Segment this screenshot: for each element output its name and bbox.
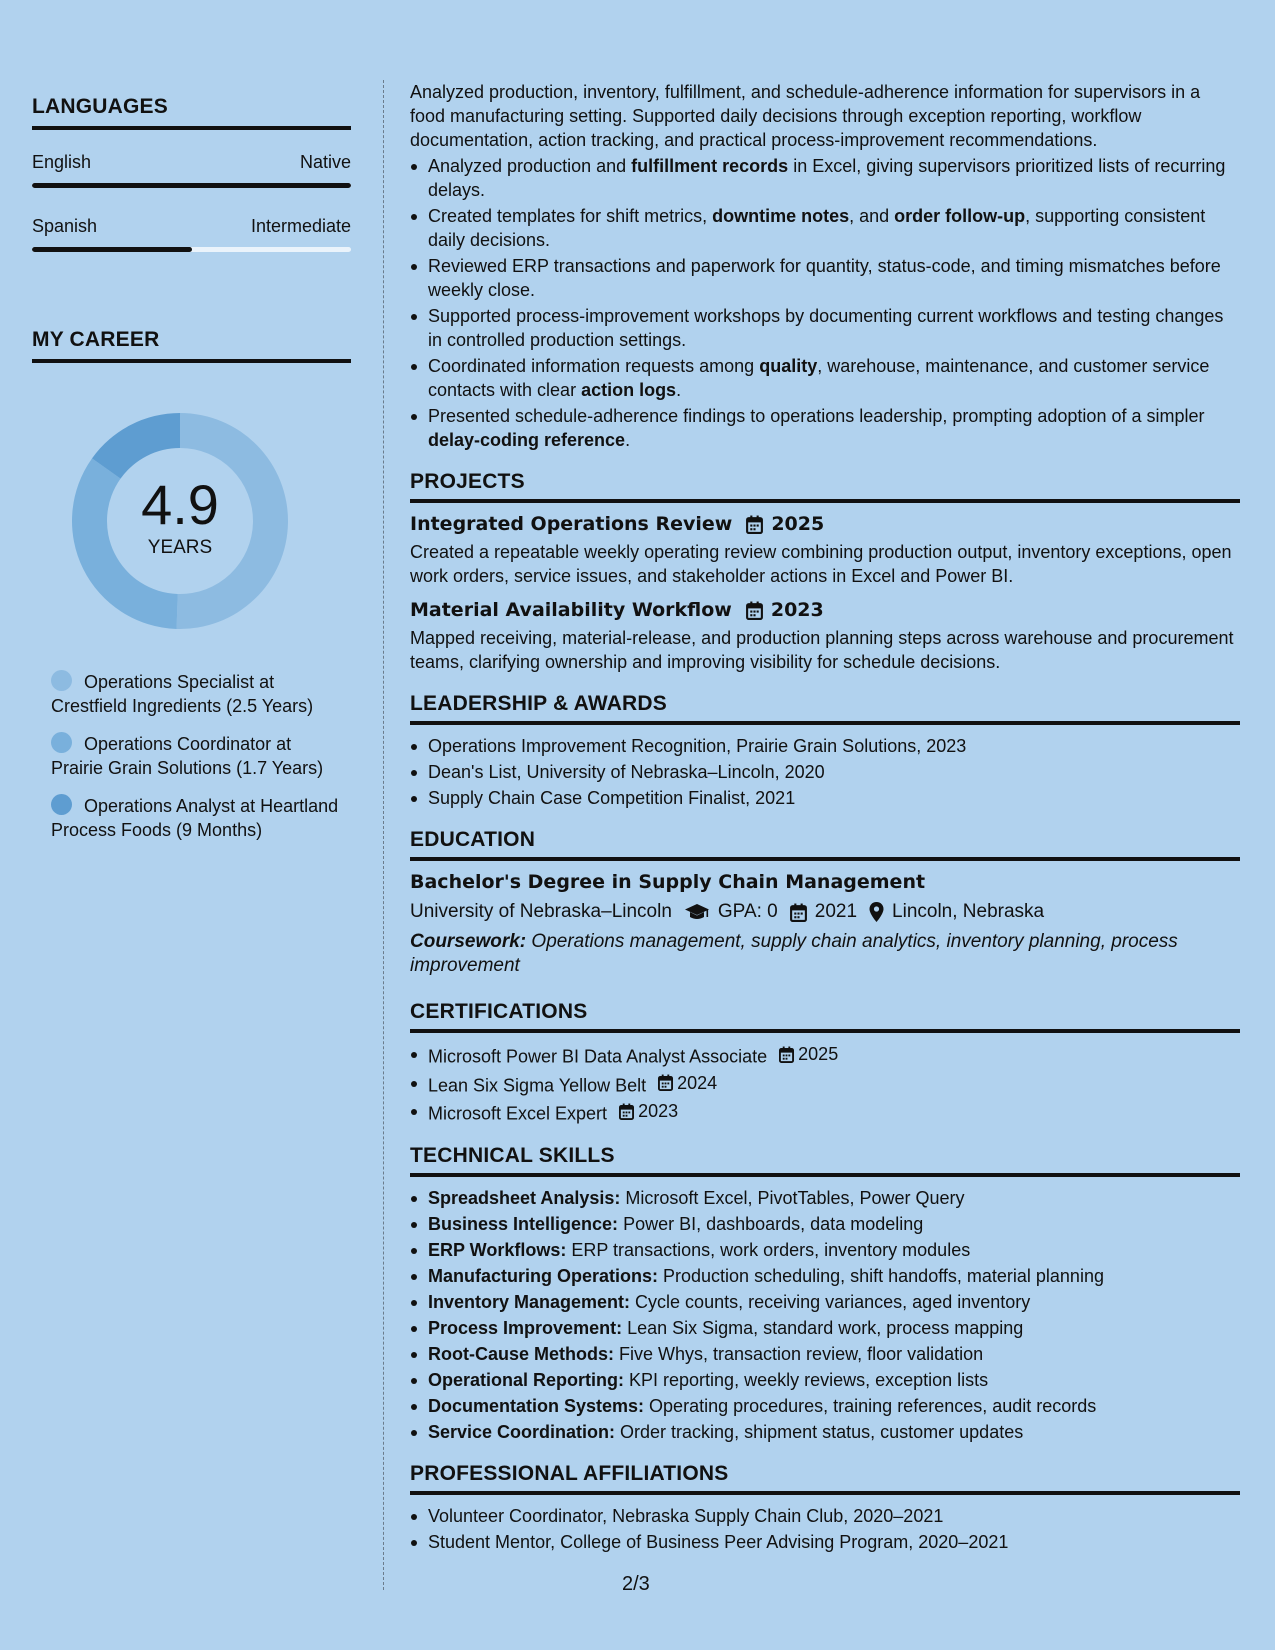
skill-value: Lean Six Sigma, standard work, process mapping xyxy=(622,1317,1024,1338)
bullet-text: , warehouse, maintenance, and customer service contacts with clear xyxy=(428,356,1210,400)
leadership-heading: LEADERSHIP & AWARDS xyxy=(410,692,1240,725)
language-level: Native xyxy=(299,152,351,172)
career-legend xyxy=(51,670,341,842)
calendar-icon xyxy=(746,515,763,534)
graduation-cap-icon xyxy=(684,903,710,921)
skill-value: ERP transactions, work orders, inventory modules xyxy=(566,1239,971,1260)
legend-dot xyxy=(51,670,72,691)
list-item xyxy=(410,1099,1240,1126)
cert-name: Microsoft Excel Expert xyxy=(428,1103,608,1124)
list-item xyxy=(410,1186,1240,1210)
gpa: GPA: 0 xyxy=(717,901,778,922)
skill-value: Order tracking, shipment status, customer updates xyxy=(615,1421,1024,1442)
language-proficiency-fill xyxy=(32,183,351,188)
bullet-text: . xyxy=(625,430,631,450)
skill-label: Root-Cause Methods: xyxy=(428,1343,614,1364)
skill-value: Production scheduling, shift handoffs, material planning xyxy=(658,1265,1104,1286)
projects-heading: PROJECTS xyxy=(410,470,1240,503)
bullet-text: in Excel, giving supervisors prioritized lists of recurring delays. xyxy=(428,156,1226,200)
project-title: Material Availability Workflow xyxy=(410,599,732,621)
legend-label: Operations Specialist at Crestfield Ingredients (2.5 Years) xyxy=(51,672,314,716)
list-item: Supply Chain Case Competition Finalist, 2021 xyxy=(410,786,1240,810)
calendar-icon xyxy=(658,1074,673,1091)
left-column xyxy=(32,95,351,856)
list-item xyxy=(410,204,1240,252)
career-years-unit: YEARS xyxy=(147,537,213,558)
certifications-heading: CERTIFICATIONS xyxy=(410,1000,1240,1033)
skill-value: Cycle counts, receiving variances, aged inventory xyxy=(630,1291,1031,1312)
bullet-emphasis: quality xyxy=(759,356,818,376)
language-proficiency-bar xyxy=(32,247,351,252)
career-total-years: 4.9 xyxy=(141,473,219,536)
career-donut-chart xyxy=(67,408,293,634)
bullet-emphasis: action logs xyxy=(581,380,677,400)
skill-value: Microsoft Excel, PivotTables, Power Query xyxy=(620,1187,965,1208)
legend-item xyxy=(51,732,341,780)
list-item xyxy=(410,1212,1240,1236)
list-item xyxy=(410,404,1240,452)
cert-name: Lean Six Sigma Yellow Belt xyxy=(428,1075,647,1095)
list-item xyxy=(410,1042,1240,1069)
bullet-text: . xyxy=(676,380,682,400)
skill-value: KPI reporting, weekly reviews, exception lists xyxy=(624,1369,989,1390)
skill-label: Process Improvement: xyxy=(428,1317,623,1338)
list-item xyxy=(410,1342,1240,1366)
list-item xyxy=(410,1368,1240,1392)
school-name: University of Nebraska–Lincoln xyxy=(410,901,672,922)
education-heading: EDUCATION xyxy=(410,828,1240,861)
skills-list xyxy=(410,1186,1240,1444)
cert-name: Microsoft Power BI Data Analyst Associate xyxy=(428,1046,768,1067)
affiliations-heading: PROFESSIONAL AFFILIATIONS xyxy=(410,1462,1240,1495)
project-item xyxy=(410,512,1240,588)
list-item: Operations Improvement Recognition, Prairie Grain Solutions, 2023 xyxy=(410,734,1240,758)
right-column xyxy=(410,80,1240,1556)
calendar-icon xyxy=(619,1103,634,1120)
project-year: 2023 xyxy=(770,599,824,621)
cert-year: 2025 xyxy=(798,1044,839,1064)
degree-title: Bachelor's Degree in Supply Chain Management xyxy=(410,871,926,893)
bullet-text: Presented schedule-adherence findings to operations leadership, prompting adoption of a simpler xyxy=(428,406,1205,426)
school-location: Lincoln, Nebraska xyxy=(892,901,1045,922)
bullet-text: Reviewed ERP transactions and paperwork for quantity, status-code, and timing mismatches before weekly close. xyxy=(428,256,1221,300)
career-heading: MY CAREER xyxy=(32,328,351,363)
project-year: 2025 xyxy=(771,513,825,535)
legend-item xyxy=(51,794,341,842)
skill-value: Power BI, dashboards, data modeling xyxy=(618,1213,924,1234)
list-item: Volunteer Coordinator, Nebraska Supply Chain Club, 2020–2021 xyxy=(410,1504,1240,1528)
coursework-text: Operations management, supply chain analytics, inventory planning, process improvement xyxy=(410,931,1178,976)
bullet-text: , supporting consistent daily decisions. xyxy=(428,206,1206,250)
language-item xyxy=(32,152,351,188)
list-item: Student Mentor, College of Business Peer Advising Program, 2020–2021 xyxy=(410,1530,1240,1554)
list-item xyxy=(410,1420,1240,1444)
education-details xyxy=(410,900,1240,924)
column-divider xyxy=(383,80,384,1590)
project-item xyxy=(410,598,1240,674)
bullet-text: Coordinated information requests among xyxy=(428,356,760,376)
cert-year: 2024 xyxy=(677,1072,718,1093)
legend-label: Operations Analyst at Heartland Process Foods (9 Months) xyxy=(51,796,339,840)
skill-label: ERP Workflows: xyxy=(428,1239,567,1260)
experience-bullets xyxy=(410,154,1240,452)
skill-label: Manufacturing Operations: xyxy=(428,1265,659,1286)
list-item xyxy=(410,154,1240,202)
list-item xyxy=(410,1394,1240,1418)
list-item xyxy=(410,1264,1240,1288)
language-name: Spanish xyxy=(32,216,98,236)
language-name: English xyxy=(32,152,92,172)
list-item xyxy=(410,1316,1240,1340)
skill-label: Operational Reporting: xyxy=(428,1369,625,1390)
bullet-emphasis: order follow-up xyxy=(894,206,1026,226)
language-proficiency-fill xyxy=(32,247,192,252)
language-item xyxy=(32,216,351,252)
graduation-year: 2021 xyxy=(814,901,858,922)
legend-label: Operations Coordinator at Prairie Grain Solutions (1.7 Years) xyxy=(51,734,324,778)
bullet-emphasis: delay-coding reference xyxy=(428,430,626,450)
calendar-icon xyxy=(790,903,807,922)
language-proficiency-bar xyxy=(32,183,351,188)
affiliations-list xyxy=(410,1504,1240,1554)
list-item xyxy=(410,254,1240,302)
coursework-label: Coursework: xyxy=(410,931,527,952)
list-item xyxy=(410,1071,1240,1098)
skill-label: Service Coordination: xyxy=(428,1421,616,1442)
coursework xyxy=(410,930,1240,978)
cert-year: 2023 xyxy=(638,1101,679,1121)
list-item xyxy=(410,1238,1240,1262)
location-pin-icon xyxy=(869,902,884,922)
skill-value: Operating procedures, training references, audit records xyxy=(644,1395,1097,1416)
bullet-text: Created templates for shift metrics, xyxy=(428,206,713,226)
bullet-text: Analyzed production and xyxy=(428,156,632,176)
languages-heading: LANGUAGES xyxy=(32,95,351,130)
bullet-text: , and xyxy=(849,206,895,226)
skill-label: Business Intelligence: xyxy=(428,1213,619,1234)
project-title: Integrated Operations Review xyxy=(410,513,733,535)
list-item xyxy=(410,304,1240,352)
legend-dot xyxy=(51,732,72,753)
bullet-emphasis: fulfillment records xyxy=(631,156,789,176)
calendar-icon xyxy=(746,601,763,620)
skill-label: Spreadsheet Analysis: xyxy=(428,1187,621,1208)
skill-value: Five Whys, transaction review, floor validation xyxy=(614,1343,984,1364)
bullet-emphasis: downtime notes xyxy=(712,206,850,226)
skill-label: Inventory Management: xyxy=(428,1291,631,1312)
language-level: Intermediate xyxy=(250,216,351,236)
bullet-text: Supported process-improvement workshops by documenting current workflows and testing changes in controlled production settings. xyxy=(428,306,1224,350)
skills-heading: TECHNICAL SKILLS xyxy=(410,1144,1240,1177)
page-number: 2/3 xyxy=(622,1573,650,1595)
list-item: Dean's List, University of Nebraska–Lincoln, 2020 xyxy=(410,760,1240,784)
list-item xyxy=(410,354,1240,402)
project-description: Created a repeatable weekly operating review combining production output, inventory exceptions, open work orders, service issues, and stakeholder actions in Excel and Power BI. xyxy=(410,542,1232,586)
project-description: Mapped receiving, material-release, and production planning steps across warehouse and procurement teams, clarifying ownership and improving visibility for schedule decisions. xyxy=(410,628,1234,672)
experience-summary: Analyzed production, inventory, fulfillment, and schedule-adherence information for supervisors in a food manufacturing setting. Supported daily decisions through exception reporting, workflow documentation, action tracking, and practical process-improvement recommendations. xyxy=(410,82,1201,150)
skill-label: Documentation Systems: xyxy=(428,1395,645,1416)
legend-item xyxy=(51,670,341,718)
list-item xyxy=(410,1290,1240,1314)
legend-dot xyxy=(51,794,72,815)
certifications-list xyxy=(410,1042,1240,1126)
leadership-list xyxy=(410,734,1240,810)
calendar-icon xyxy=(779,1046,794,1063)
